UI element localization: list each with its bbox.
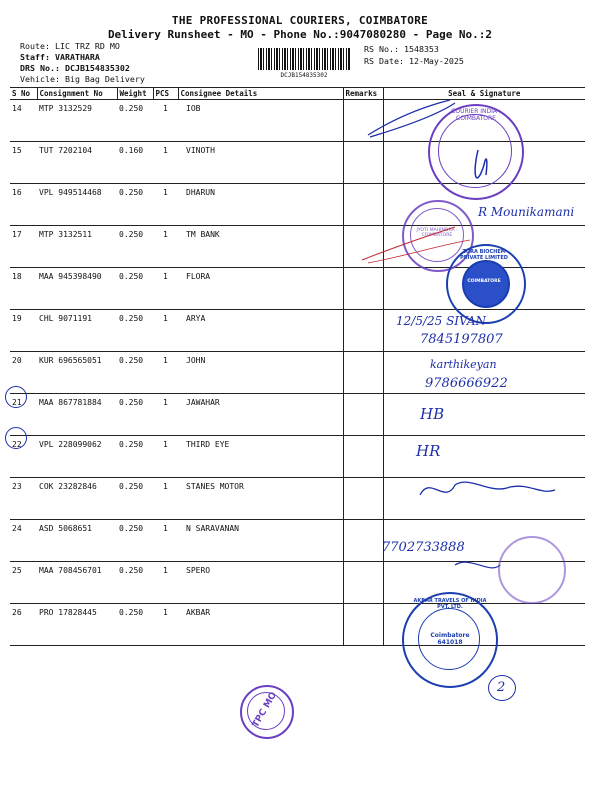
- cell-weight: 0.250: [117, 478, 153, 520]
- page-mark: 2: [497, 680, 506, 695]
- cell-consignment: KUR 696565051: [37, 352, 117, 394]
- cell-consignee: STANES MOTOR: [178, 478, 343, 520]
- cell-consignee: VINOTH: [178, 142, 343, 184]
- cell-consignee: JOHN: [178, 352, 343, 394]
- cell-consignee: THIRD EYE: [178, 436, 343, 478]
- col-pcs: PCS: [153, 88, 178, 100]
- cell-weight: 0.250: [117, 562, 153, 604]
- col-consignment: Consignment No: [37, 88, 117, 100]
- signature-row23: [420, 482, 555, 495]
- cell-consignment: CHL 9071191: [37, 310, 117, 352]
- cell-weight: 0.160: [117, 142, 153, 184]
- stamp-text: TPC MO: [250, 690, 280, 730]
- cell-pcs: 1: [153, 436, 178, 478]
- handwriting-row21: HB: [420, 405, 445, 423]
- cell-consignment: VPL 228099062: [37, 436, 117, 478]
- circle-mark: [5, 386, 27, 408]
- handwriting-row16: R Mounikamani: [478, 205, 575, 219]
- cell-weight: 0.250: [117, 100, 153, 142]
- cell-pcs: 1: [153, 604, 178, 646]
- cell-pcs: 1: [153, 226, 178, 268]
- cell-consignee: IOB: [178, 100, 343, 142]
- vehicle: Vehicle: Big Bag Delivery: [20, 74, 145, 84]
- handwriting-row22: HR: [416, 442, 441, 460]
- cell-consignee: DHARUN: [178, 184, 343, 226]
- cell-sno: 23: [10, 478, 37, 520]
- page-mark-circle: [488, 675, 516, 701]
- cell-weight: 0.250: [117, 394, 153, 436]
- signature-row14: [368, 100, 455, 137]
- cell-pcs: 1: [153, 310, 178, 352]
- barcode-number: DCJB154835302: [280, 72, 328, 79]
- cell-consignment: MAA 708456701: [37, 562, 117, 604]
- stamp-center-text: Coimbatore 641018: [430, 632, 470, 646]
- handwriting-row24: 7702733888: [382, 540, 465, 555]
- cell-weight: 0.250: [117, 436, 153, 478]
- handwriting-row19-name: 12/5/25 SIVAN: [396, 314, 487, 328]
- cell-sno: 18: [10, 268, 37, 310]
- cell-sno: 22: [10, 436, 37, 478]
- cell-sno: 24: [10, 520, 37, 562]
- barcode: [258, 48, 350, 70]
- cell-sno: 15: [10, 142, 37, 184]
- cell-consignee: SPERO: [178, 562, 343, 604]
- cell-consignment: MTP 3132529: [37, 100, 117, 142]
- route: Route: LIC TRZ RD MO: [20, 41, 120, 51]
- signature-row25: [455, 562, 500, 568]
- cell-sno: 20: [10, 352, 37, 394]
- cell-consignee: ARYA: [178, 310, 343, 352]
- cell-consignment: ASD 5068651: [37, 520, 117, 562]
- cell-sno: 21: [10, 394, 37, 436]
- red-line: [362, 227, 455, 260]
- stamp-text: ZORA BIOCHEM PRIVATE LIMITED: [460, 249, 508, 261]
- cell-weight: 0.250: [117, 520, 153, 562]
- cell-sno: 17: [10, 226, 37, 268]
- cell-consignee: FLORA: [178, 268, 343, 310]
- cell-consignment: COK 23282846: [37, 478, 117, 520]
- stamp-text: COURIER INDIA · COIMBATORE: [451, 108, 501, 122]
- cell-weight: 0.250: [117, 184, 153, 226]
- circle-mark: [5, 427, 27, 449]
- stamp-text: AKBAR TRAVELS OF INDIA PVT. LTD.: [413, 598, 487, 610]
- cell-sno: 14: [10, 100, 37, 142]
- cell-sno: 25: [10, 562, 37, 604]
- col-seal: Seal & Signature: [383, 88, 585, 100]
- runsheet-subtitle: Delivery Runsheet - MO - Phone No.:9047080280 - Page No.:2: [107, 28, 493, 41]
- staff: Staff: VARATHARA: [20, 52, 100, 62]
- cell-consignment: TUT 7202104: [37, 142, 117, 184]
- col-consignee: Consignee Details: [178, 88, 343, 100]
- cell-consignee: AKBAR: [178, 604, 343, 646]
- drs-number: DRS No.: DCJB154835302: [20, 63, 130, 73]
- cell-consignee: JAWAHAR: [178, 394, 343, 436]
- signature-strokes: [360, 95, 590, 655]
- handwriting-row19-phone: 7845197807: [420, 332, 503, 347]
- cell-pcs: 1: [153, 352, 178, 394]
- col-sno: S No: [10, 88, 37, 100]
- cell-pcs: 1: [153, 268, 178, 310]
- col-remarks: Remarks: [343, 88, 383, 100]
- cell-weight: 0.250: [117, 268, 153, 310]
- cell-pcs: 1: [153, 520, 178, 562]
- cell-pcs: 1: [153, 142, 178, 184]
- rs-date: RS Date: 12-May-2025: [364, 56, 464, 66]
- cell-pcs: 1: [153, 184, 178, 226]
- handwriting-row20-name: karthikeyan: [430, 358, 497, 371]
- cell-pcs: 1: [153, 100, 178, 142]
- cell-pcs: 1: [153, 562, 178, 604]
- cell-consignment: VPL 949514468: [37, 184, 117, 226]
- stamp-text: JYOTI MAHINDRA · COIMBATORE: [416, 228, 458, 238]
- cell-pcs: 1: [153, 478, 178, 520]
- cell-consignee: TM BANK: [178, 226, 343, 268]
- cell-consignment: MTP 3132511: [37, 226, 117, 268]
- rs-number: RS No.: 1548353: [364, 44, 439, 54]
- cell-sno: 19: [10, 310, 37, 352]
- cell-consignment: MAA 945398490: [37, 268, 117, 310]
- signature-row15: [475, 150, 487, 178]
- cell-consignment: PRO 17828445: [37, 604, 117, 646]
- cell-weight: 0.250: [117, 604, 153, 646]
- stamp-center-text: COIMBATORE: [467, 279, 501, 284]
- company-title: THE PROFESSIONAL COURIERS, COIMBATORE: [171, 14, 429, 27]
- cell-weight: 0.250: [117, 352, 153, 394]
- cell-consignee: N SARAVANAN: [178, 520, 343, 562]
- cell-sno: 16: [10, 184, 37, 226]
- cell-weight: 0.250: [117, 226, 153, 268]
- col-weight: Weight: [117, 88, 153, 100]
- cell-pcs: 1: [153, 394, 178, 436]
- cell-weight: 0.250: [117, 310, 153, 352]
- tpc-mo-stamp: [240, 685, 294, 739]
- handwriting-row20-phone: 9786666922: [425, 376, 508, 391]
- cell-consignment: MAA 867781884: [37, 394, 117, 436]
- cell-sno: 26: [10, 604, 37, 646]
